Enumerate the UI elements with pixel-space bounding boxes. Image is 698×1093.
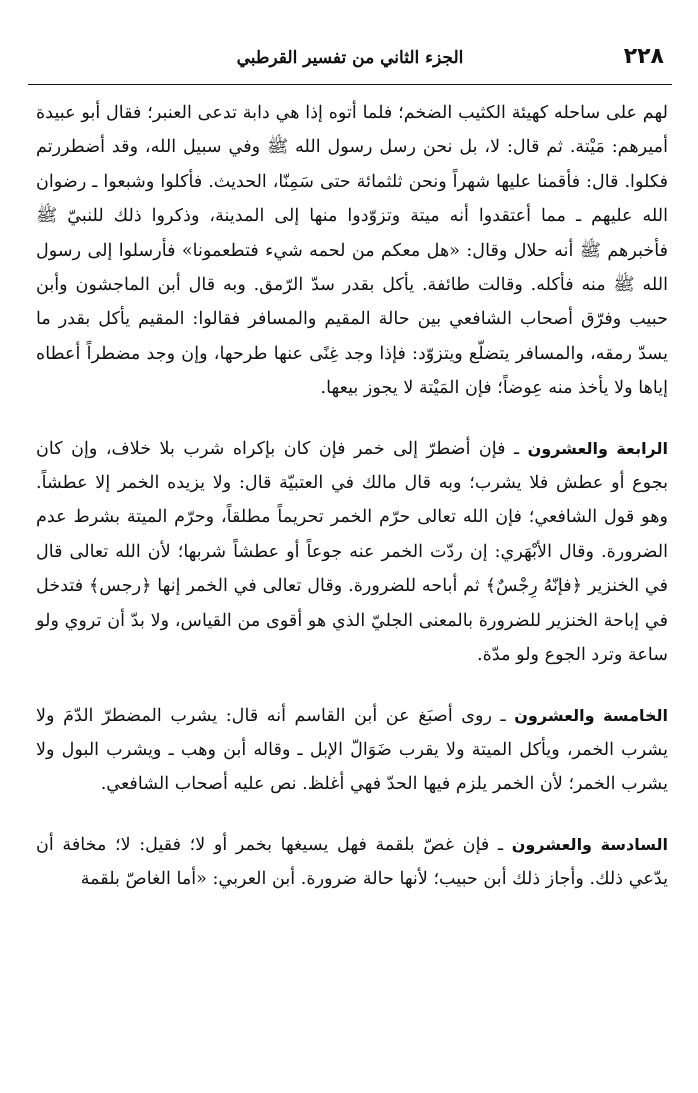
paragraph bbox=[36, 828, 668, 897]
paragraph bbox=[36, 96, 668, 406]
page-body bbox=[36, 96, 668, 923]
page-number: ٢٢٨ bbox=[623, 44, 664, 69]
running-title: الجزء الثاني من تفسير القرطبي bbox=[236, 48, 464, 68]
header-rule bbox=[28, 84, 672, 85]
paragraph-heading: الرابعة والعشرون bbox=[527, 438, 668, 458]
paragraph-heading: السادسة والعشرون bbox=[511, 834, 668, 854]
paragraph bbox=[36, 699, 668, 802]
paragraph-text: لهم على ساحله كهيئة الكثيب الضخم؛ فلما أتوه إذا هي دابة تدعى العنبر؛ فقال أبو عبيدة أميرهم: مَيْتة. ثم قال: لا، بل نحن رسل رسول الله ﷺ وفي سبيل الله، وقد أضطررتم فكلوا. قال: فأقمنا عليها شهراً ونحن ثلثمائة حتى سَمِنّا، الحديث. فأكلوا وشبعوا ـ رضوان الله عليهم ـ مما أعتقدوا أنه ميتة وتزوّدوا منها إلى المدينة، وذكروا ذلك للنبيّ ﷺ فأخبرهم ﷺ أنه حلال وقال: «هل معكم من لحمه شيء فتطعمونا» فأرسلوا إلى رسول الله ﷺ منه فأكله. وقالت طائفة. يأكل بقدر سدّ الرّمق. وبه قال أبن الماجشون وأبن حبيب وفرّق أصحاب الشافعي بين حالة المقيم والمسافر فقالوا: المقيم يأكل بقدر ما يسدّ رمقه، والمسافر يتضلّع ويتزوّد: فإذا وجد غِنًى عنها طرحها، وإن وجد مضطراً أعطاه إياها ولا يأخذ منه عِوضاً؛ فإن المَيْتة لا يجوز بيعها. bbox=[36, 103, 668, 399]
paragraph-text: ـ فإن غصّ بلقمة فهل يسيغها بخمر أو لا؛ فقيل: لا؛ مخافة أن يدّعي ذلك. وأجاز ذلك أبن حبيب؛ لأنها حالة ضرورة. أبن العربي: «أما الغاصّ بلقمة bbox=[36, 834, 668, 890]
paragraph-text: ـ فإن أضطرّ إلى خمر فإن كان بإكراه شرب بلا خلاف، وإن كان بجوع أو عطش فلا يشرب؛ وبه قال مالك في العتبيّة قال: ولا يزيده الخمر إلا عطشاً. وهو قول الشافعي؛ فإن الله تعالى حرّم الخمر تحريماً مطلقاً، وحرّم الميتة بشرط عدم الضرورة. وقال الأبْهَري: إن ردّت الخمر عنه جوعاً أو عطشاً شربها؛ لأن الله تعالى قال في الخنزير ﴿فإنّهُ رِجْسٌ﴾ ثم أباحه للضرورة. وقال تعالى في الخمر إنها ﴿رجس﴾ فتدخل في إباحة الخنزير للضرورة بالمعنى الجليّ الذي هو أقوى من القياس، ولا بدّ أن تروي ولو ساعة وترد الجوع ولو مدّة. bbox=[36, 438, 668, 666]
paragraph-heading: الخامسة والعشرون bbox=[514, 705, 669, 725]
paragraph bbox=[36, 432, 668, 673]
paragraph-text: ـ روى أصبَغ عن أبن القاسم أنه قال: يشرب المضطرّ الدّمَ ولا يشرب الخمر، ويأكل الميتة ولا يقرب ضَوَالّ الإبل ـ وقاله أبن وهب ـ ويشرب البول ولا يشرب الخمر؛ لأن الخمر يلزم فيها الحدّ فهي أغلظ. نص عليه أصحاب الشافعي. bbox=[36, 705, 668, 795]
page-header bbox=[28, 44, 672, 84]
